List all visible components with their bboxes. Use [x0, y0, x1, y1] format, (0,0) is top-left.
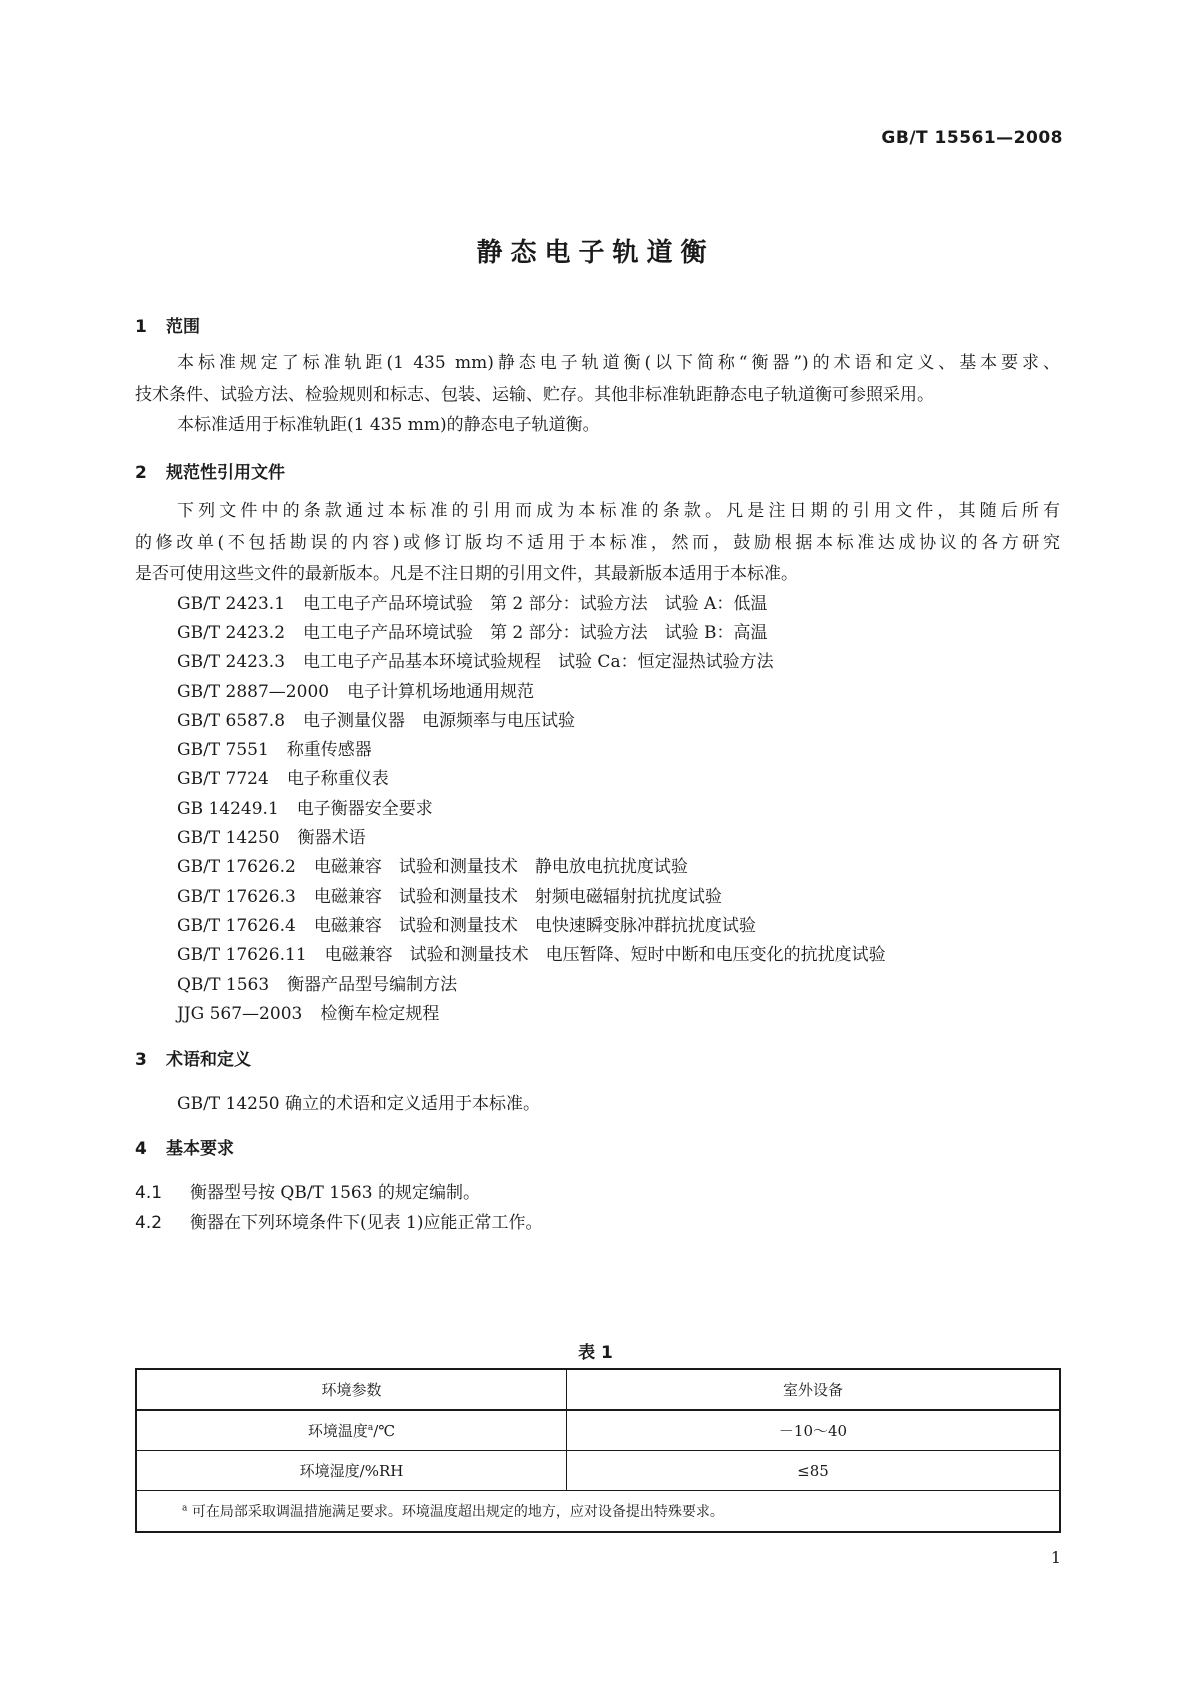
section-title: 规范性引用文件 — [166, 463, 285, 483]
note-text: 可在局部采取调温措施满足要求。环境温度超出规定的地方，应对设备提出特殊要求。 — [191, 1504, 724, 1520]
reference-title: 电磁兼容 试验和测量技术 射频电磁辐射抗扰度试验 — [313, 887, 722, 907]
reference-item — [177, 735, 372, 760]
reference-item — [177, 882, 722, 907]
reference-title: 称重传感器 — [286, 740, 372, 760]
table-1 — [135, 1368, 1061, 1533]
reference-code: GB/T 2423.3 — [177, 652, 286, 672]
reference-title: 电工电子产品环境试验 第 2 部分：试验方法 试验 A：低温 — [303, 594, 768, 614]
paragraph-line: 的修改单(不包括勘误的内容)或修订版均不适用于本标准，然而，鼓励根据本标准达成协议的各方研究 — [135, 532, 1060, 553]
table-row — [136, 1451, 1060, 1491]
section-2-heading — [135, 458, 285, 483]
standard-code: GB/T 15561—2008 — [881, 128, 1063, 148]
reference-code: GB/T 2423.1 — [177, 594, 286, 614]
reference-code: GB/T 17626.2 — [177, 857, 296, 877]
clause-text: 衡器在下列环境条件下(见表 1)应能正常工作。 — [190, 1213, 543, 1233]
table-1-title: 表 1 — [578, 1343, 613, 1363]
reference-item — [177, 940, 886, 965]
section-3-paragraph: GB/T 14250 确立的术语和定义适用于本标准。 — [177, 1094, 541, 1114]
reference-title: 电磁兼容 试验和测量技术 电压暂降、短时中断和电压变化的抗扰度试验 — [324, 945, 886, 965]
table-header-row — [136, 1369, 1060, 1410]
table-note — [136, 1491, 1060, 1533]
reference-code: GB/T 17626.4 — [177, 916, 296, 936]
document-title: 静态电子轨道衡 — [476, 238, 715, 268]
footnote-marker: a — [182, 1503, 188, 1514]
param-unit: /℃ — [373, 1422, 396, 1440]
reference-title: 检衡车检定规程 — [320, 1004, 440, 1024]
reference-title: 衡器术语 — [297, 828, 366, 848]
reference-item — [177, 852, 688, 877]
reference-code: GB/T 14250 — [177, 828, 280, 848]
section-number: 4 — [135, 1139, 147, 1159]
param-cell — [136, 1451, 567, 1491]
reference-title: 电子测量仪器 电源频率与电压试验 — [303, 711, 576, 731]
reference-item — [177, 589, 767, 614]
section-title: 基本要求 — [166, 1139, 234, 1159]
section-1-paragraph-2 — [135, 410, 1060, 442]
section-3-heading — [135, 1045, 251, 1070]
paragraph-line: 是否可使用这些文件的最新版本。凡是不注日期的引用文件，其最新版本适用于本标准。 — [135, 564, 798, 584]
reference-item — [177, 677, 534, 702]
reference-title: 电工电子产品环境试验 第 2 部分：试验方法 试验 B：高温 — [303, 623, 768, 643]
reference-code: GB/T 7724 — [177, 769, 269, 789]
section-1-heading — [135, 312, 200, 337]
param-cell — [136, 1410, 567, 1451]
reference-title: 电磁兼容 试验和测量技术 电快速瞬变脉冲群抗扰度试验 — [313, 916, 756, 936]
reference-title: 衡器产品型号编制方法 — [287, 975, 458, 995]
reference-item — [177, 999, 439, 1024]
clause-number: 4.2 — [135, 1213, 163, 1233]
reference-item — [177, 764, 389, 789]
reference-item — [177, 706, 575, 731]
clause-4-1 — [135, 1178, 480, 1203]
table-row — [136, 1410, 1060, 1451]
clause-4-2 — [135, 1208, 542, 1233]
column-header: 室外设备 — [567, 1369, 1061, 1410]
footnote-marker: a — [367, 1423, 374, 1433]
value-cell: －10～40 — [567, 1410, 1061, 1451]
section-number: 1 — [135, 317, 147, 337]
reference-title: 电子衡器安全要求 — [296, 799, 433, 819]
section-1-paragraph-1 — [135, 348, 1060, 411]
section-number: 2 — [135, 463, 147, 483]
section-number: 3 — [135, 1050, 147, 1070]
reference-item — [177, 647, 774, 672]
section-title: 术语和定义 — [166, 1050, 251, 1070]
reference-title: 电子计算机场地通用规范 — [347, 682, 535, 702]
value-cell: ≤85 — [567, 1451, 1061, 1491]
reference-item — [177, 794, 433, 819]
reference-code: GB/T 7551 — [177, 740, 269, 760]
section-2-intro — [135, 496, 1060, 591]
param-name: 环境湿度/%RH — [299, 1462, 404, 1480]
paragraph-line: 本标准规定了标准轨距(1 435 mm)静态电子轨道衡(以下简称“衡器”)的术语和定义、基本要求、 — [177, 353, 1060, 373]
reference-code: GB 14249.1 — [177, 799, 279, 819]
clause-text: 衡器型号按 QB/T 1563 的规定编制。 — [190, 1183, 480, 1203]
section-4-heading — [135, 1134, 234, 1159]
paragraph-line: 技术条件、试验方法、检验规则和标志、包装、运输、贮存。其他非标准轨距静态电子轨道衡可参照采用。 — [135, 384, 934, 405]
param-name: 环境温度 — [307, 1422, 368, 1440]
column-header: 环境参数 — [136, 1369, 567, 1410]
reference-item — [177, 823, 366, 848]
reference-item — [177, 911, 756, 936]
table-note-row — [136, 1491, 1060, 1533]
section-title: 范围 — [166, 317, 200, 337]
reference-code: GB/T 17626.3 — [177, 887, 296, 907]
paragraph-line: 下列文件中的条款通过本标准的引用而成为本标准的条款。凡是注日期的引用文件，其随后所有 — [177, 501, 1060, 521]
reference-code: GB/T 2887—2000 — [177, 682, 330, 702]
reference-title: 电工电子产品基本环境试验规程 试验 Ca：恒定湿热试验方法 — [303, 652, 774, 672]
reference-code: GB/T 2423.2 — [177, 623, 286, 643]
reference-item — [177, 618, 768, 643]
reference-code: GB/T 17626.11 — [177, 945, 307, 965]
reference-code: GB/T 6587.8 — [177, 711, 286, 731]
reference-title: 电磁兼容 试验和测量技术 静电放电抗扰度试验 — [313, 857, 688, 877]
reference-item — [177, 970, 457, 995]
page-number: 1 — [1050, 1548, 1061, 1567]
paragraph-line: 本标准适用于标准轨距(1 435 mm)的静态电子轨道衡。 — [177, 415, 600, 435]
clause-number: 4.1 — [135, 1183, 163, 1203]
reference-title: 电子称重仪表 — [286, 769, 389, 789]
reference-code: JJG 567—2003 — [177, 1004, 303, 1024]
reference-code: QB/T 1563 — [177, 975, 270, 995]
